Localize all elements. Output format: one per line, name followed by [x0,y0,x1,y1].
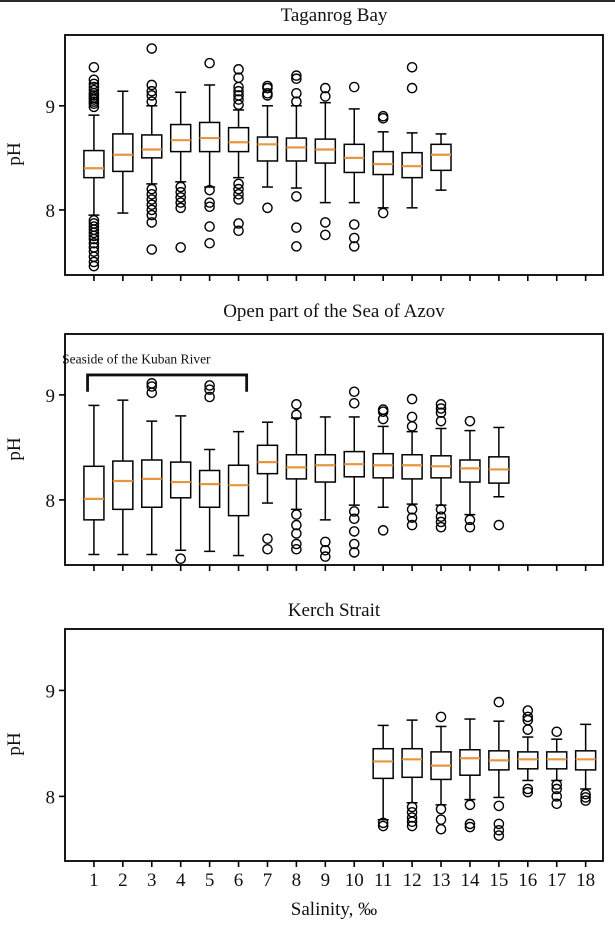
outlier-point [523,706,532,715]
plots-canvas [0,2,615,932]
outlier-point [205,239,214,248]
y-axis-label-panel1: pH [4,142,25,166]
boxplot-salinity-11 [373,112,393,218]
outlier-point [321,230,330,239]
iqr-box [113,461,133,509]
outlier-point [407,422,416,431]
outlier-point [494,521,503,530]
iqr-box [142,135,162,158]
boxplot-salinity-3 [142,44,162,254]
panel-title-taganrog-bay: Taganrog Bay [280,5,388,26]
iqr-box [200,471,220,508]
boxplot-salinity-7 [257,422,277,554]
y-tick-label: 9 [45,385,55,407]
outlier-point [147,44,156,53]
iqr-box [460,460,480,482]
iqr-box [402,749,422,778]
panel-1 [46,35,604,281]
x-tick-label: 16 [518,870,538,891]
y-axis-label-panel2: pH [4,437,25,461]
boxplot-salinity-12 [402,720,422,831]
x-tick-label: 18 [576,870,596,891]
outlier-point [407,63,416,72]
iqr-box [373,749,393,779]
boxplot-salinity-9 [315,417,335,561]
outlier-point [379,526,388,535]
kuban-river-annotation-text: Seaside of the Kuban River [62,351,211,367]
outlier-point [465,417,474,426]
boxplot-salinity-15 [489,697,509,840]
outlier-point [407,395,416,404]
iqr-box [315,455,335,482]
boxplot-salinity-7 [257,81,277,212]
boxplot-salinity-5 [200,381,220,551]
y-tick-label: 9 [45,96,55,118]
boxplot-salinity-16 [518,706,538,797]
outlier-point [263,203,272,212]
boxplot-salinity-10 [344,82,364,251]
outlier-point [436,815,445,824]
outlier-point [263,545,272,554]
x-tick-label: 6 [233,870,244,891]
boxplot-salinity-8 [286,400,306,554]
outlier-point [465,800,474,809]
x-tick-label: 4 [175,870,186,891]
panel-2 [46,334,604,571]
outlier-point [350,527,359,536]
x-tick-label: 17 [547,870,567,891]
boxplot-salinity-15 [489,427,509,529]
x-tick-label: 1 [89,870,99,891]
y-tick-label: 9 [45,681,55,703]
iqr-box [257,137,277,161]
outlier-point [379,112,388,121]
boxplot-salinity-12 [402,63,422,208]
outlier-point [379,405,388,414]
kuban-river-bracket [88,375,247,392]
outlier-point [350,399,359,408]
panel-title-open-sea-of-azov: Open part of the Sea of Azov [223,301,445,322]
outlier-point [89,63,98,72]
y-tick-label: 8 [45,490,55,512]
x-tick-label: 3 [147,870,157,891]
x-tick-label: 8 [291,870,302,891]
outlier-point [176,243,185,252]
iqr-box [286,138,306,161]
boxplot-salinity-4 [171,92,191,252]
x-tick-label: 5 [204,870,215,891]
y-tick-label: 8 [45,200,55,222]
boxplot-salinity-6 [229,432,249,556]
boxplot-salinity-11 [373,725,393,830]
x-axis-label: Salinity, ‰ [290,899,378,920]
x-tick-label: 15 [489,870,509,891]
outlier-point [407,84,416,93]
y-tick-label: 8 [45,787,55,809]
outlier-point [292,400,301,409]
outlier-point [292,242,301,251]
x-tick-label: 7 [262,870,273,891]
iqr-box [229,465,249,515]
x-tick-label: 11 [374,870,393,891]
outlier-point [552,727,561,736]
boxplot-salinity-18 [576,724,596,805]
outlier-point [494,697,503,706]
x-tick-label: 13 [431,870,451,891]
iqr-box [113,134,133,171]
panel-title-kerch-strait: Kerch Strait [287,600,381,621]
x-tick-label: 12 [402,870,422,891]
boxplot-salinity-5 [200,59,220,248]
outlier-point [436,804,445,813]
outlier-point [292,223,301,232]
x-tick-label: 10 [344,870,364,891]
outlier-point [523,725,532,734]
boxplot-salinity-10 [344,387,364,557]
y-axis-label-panel3: pH [4,732,25,756]
iqr-box [84,466,104,520]
boxplot-salinity-13 [431,712,451,833]
boxplot-salinity-13 [431,400,451,532]
outlier-point [321,218,330,227]
boxplot-salinity-13 [431,134,451,190]
boxplot-salinity-2 [113,400,133,554]
boxplot-salinity-2 [113,91,133,213]
outlier-point [205,222,214,231]
boxplot-salinity-12 [402,395,422,530]
iqr-box [171,462,191,498]
boxplot-salinity-14 [460,417,480,532]
iqr-box [315,139,335,163]
outlier-point [292,192,301,201]
boxplot-salinity-6 [229,65,249,236]
outlier-point [147,245,156,254]
panel-3 [46,629,604,891]
boxplot-salinity-17 [547,727,567,808]
outlier-point [407,412,416,421]
outlier-point [350,82,359,91]
iqr-box [84,151,104,178]
outlier-point [205,59,214,68]
boxplot-salinity-1 [84,63,104,271]
plot-frame [65,334,603,565]
outlier-point [436,712,445,721]
boxplot-salinity-1 [84,405,104,554]
boxplot-salinity-9 [315,84,335,240]
boxplot-salinity-8 [286,71,306,251]
boxplot-salinity-4 [171,416,191,563]
x-tick-label: 14 [460,870,480,891]
outlier-point [494,801,503,810]
outlier-point [292,510,301,519]
iqr-box [142,460,162,507]
outlier-point [350,387,359,396]
outlier-point [176,554,185,563]
outlier-point [263,534,272,543]
outlier-point [379,114,388,123]
plot-frame [65,629,603,861]
outlier-point [436,825,445,834]
boxplot-salinity-3 [142,379,162,555]
outlier-point [147,80,156,89]
x-tick-label: 2 [118,870,128,891]
iqr-box [402,455,422,479]
iqr-box [171,125,191,152]
iqr-box [257,445,277,473]
iqr-box [229,128,249,152]
boxplot-salinity-11 [373,405,393,535]
iqr-box [460,750,480,775]
x-tick-label: 9 [320,870,331,891]
outlier-point [379,208,388,217]
iqr-box [431,144,451,170]
outlier-point [350,220,359,229]
outlier-point [321,552,330,561]
boxplot-salinity-14 [460,719,480,832]
